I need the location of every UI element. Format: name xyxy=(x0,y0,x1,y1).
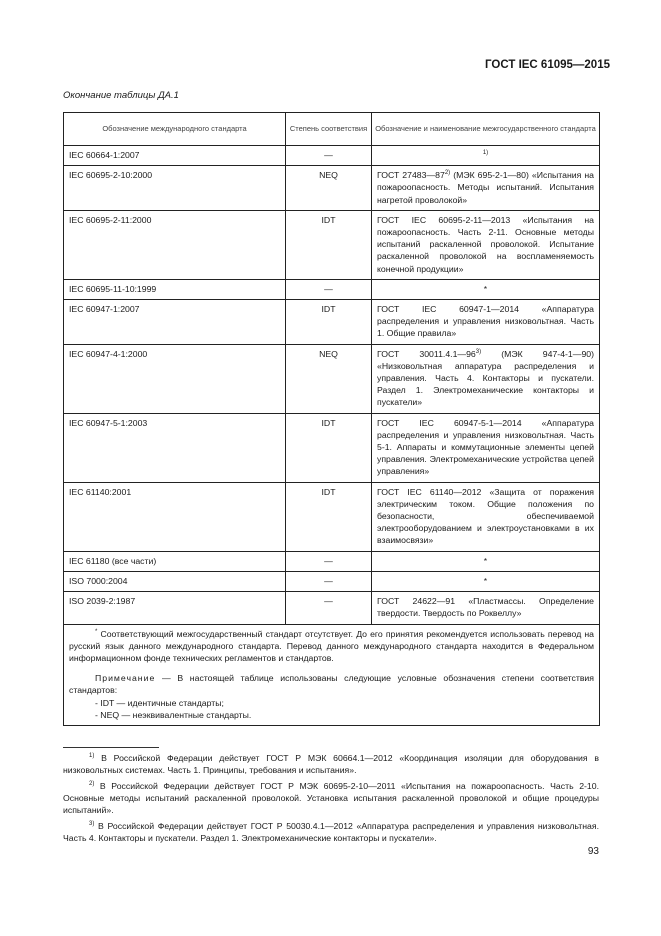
international-standard-cell: IEC 60664-1:2007 xyxy=(64,146,286,166)
table-row xyxy=(64,210,600,279)
international-standard-cell: IEC 60947-1:2007 xyxy=(64,300,286,345)
footnotes xyxy=(63,752,599,848)
table-notes-row xyxy=(64,624,600,725)
table-row xyxy=(64,300,600,345)
table-row xyxy=(64,146,600,166)
interstate-standard-cell: ГОСТ 24622—91 «Пластмассы. Определение твердости. Твердость по Роквеллу» xyxy=(372,592,600,624)
footnote-text: В Российской Федерации действует ГОСТ Р МЭК 60695-2-10—2011 «Испытания на пожароопасность. Часть 2-10. Основные методы испытаний раскаленной проволокой. Установка испытания раскаленной проволокой и общие процедуры испытаний». xyxy=(63,781,599,815)
interstate-standard-cell: ГОСТ IEC 60947-1—2014 «Аппаратура распределения и управления низковольтная. Часть 1. Общие правила» xyxy=(372,300,600,345)
footnote-separator xyxy=(63,747,159,748)
conformity-degree-cell: IDT xyxy=(286,482,372,551)
international-standard-cell: ISO 7000:2004 xyxy=(64,571,286,591)
table-row xyxy=(64,592,600,624)
legend-neq: - NEQ — неэквивалентные стандарты. xyxy=(95,709,252,720)
footnote-3 xyxy=(63,820,599,844)
interstate-standard-cell xyxy=(372,146,600,166)
page-number: 93 xyxy=(587,846,599,857)
primechanie-label: Примечание xyxy=(95,673,156,684)
footnote-ref: 2) xyxy=(444,170,451,177)
international-standard-cell: IEC 60947-4-1:2000 xyxy=(64,344,286,413)
header-interstate-standard: Обозначение и наименование межгосударственного стандарта xyxy=(372,113,600,146)
conformity-degree-cell: — xyxy=(286,146,372,166)
interstate-standard-cell xyxy=(372,166,600,211)
conformity-degree-cell: IDT xyxy=(286,300,372,345)
conformity-degree-cell: NEQ xyxy=(286,166,372,211)
interstate-standard-cell: ГОСТ IEC 61140—2012 «Защита от поражения электрическим током. Общие положения по безопасности, обеспечиваемой электрооборудованием и электроустановками в их взаимосвязи» xyxy=(372,482,600,551)
standard-code: ГОСТ 27483—87 xyxy=(377,170,445,181)
interstate-standard-cell: * xyxy=(372,571,600,591)
interstate-standard-cell xyxy=(372,344,600,413)
header-conformity-degree: Степень соответствия xyxy=(286,113,372,146)
international-standard-cell: IEC 60947-5-1:2003 xyxy=(64,413,286,482)
interstate-standard-cell: ГОСТ IEC 60695-2-11—2013 «Испытания на пожароопасность. Часть 2-11. Основные методы испытаний раскаленной проволокой. Испытание раскаленной проволокой на воспламеняемость конечной продукции» xyxy=(372,210,600,279)
document-header: ГОСТ IEC 61095—2015 xyxy=(485,59,610,71)
footnote-mark: 2) xyxy=(89,781,95,787)
conformity-degree-cell: NEQ xyxy=(286,344,372,413)
footnote-1 xyxy=(63,752,599,776)
footnote-mark: 3) xyxy=(89,821,95,827)
table-header-row xyxy=(64,113,600,146)
interstate-standard-cell: * xyxy=(372,551,600,571)
asterisk-note-text: Соответствующий межгосударственный стандарт отсутствует. До его принятия рекомендуется использовать перевод на русский язык данного международного стандарта. Перевод данного международного стандарта находится в Федеральном информационном фонде технических регламентов и стандартов. xyxy=(69,628,594,663)
international-standard-cell: IEC 60695-2-10:2000 xyxy=(64,166,286,211)
table-row xyxy=(64,413,600,482)
conformity-degree-cell: IDT xyxy=(286,413,372,482)
conformity-degree-cell: — xyxy=(286,592,372,624)
footnote-mark: 1) xyxy=(89,753,95,759)
conformity-degree-cell: — xyxy=(286,279,372,299)
header-international-standard: Обозначение международного стандарта xyxy=(64,113,286,146)
legend-idt: - IDT — идентичные стандарты; xyxy=(95,697,224,708)
conformity-degree-cell: IDT xyxy=(286,210,372,279)
conformity-degree-cell: — xyxy=(286,571,372,591)
conformity-degree-cell: — xyxy=(286,551,372,571)
international-standard-cell: IEC 61180 (все части) xyxy=(64,551,286,571)
footnote-ref: 3) xyxy=(475,348,482,355)
standard-title: (МЭК 695-2-1—80) «Испытания на пожароопасность. Методы испытаний. Испытания нагретой проволокой» xyxy=(377,170,594,205)
correspondence-table xyxy=(63,112,600,726)
interstate-standard-cell: * xyxy=(372,279,600,299)
table-row xyxy=(64,344,600,413)
standard-code: ГОСТ 30011.4.1—96 xyxy=(377,348,476,359)
footnote-text: В Российской Федерации действует ГОСТ Р МЭК 60664.1—2012 «Координация изоляции для оборудования в низковольтных системах. Часть 1. Принципы, требования и испытания». xyxy=(63,753,599,775)
table-row xyxy=(64,551,600,571)
asterisk-mark: * xyxy=(95,628,98,635)
primechanie-note xyxy=(69,672,594,696)
international-standard-cell: IEC 60695-2-11:2000 xyxy=(64,210,286,279)
international-standard-cell: IEC 61140:2001 xyxy=(64,482,286,551)
footnote-ref: 1) xyxy=(482,150,489,156)
asterisk-note xyxy=(69,628,594,665)
primechanie-text: — В настоящей таблице использованы следующие условные обозначения степени соответствия стандартов: xyxy=(69,673,594,696)
interstate-standard-cell: ГОСТ IEC 60947-5-1—2014 «Аппаратура распределения и управления низковольтная. Часть 5-1. Аппараты и коммутационные элементы цепей управления. Электромеханические устройства цепей управления» xyxy=(372,413,600,482)
table-row xyxy=(64,571,600,591)
international-standard-cell: ISO 2039-2:1987 xyxy=(64,592,286,624)
table-row xyxy=(64,279,600,299)
table-row xyxy=(64,482,600,551)
footnote-2 xyxy=(63,780,599,816)
standard-title: (МЭК 947-4-1—90) «Низковольтная аппаратура распределения и управления. Часть 4. Контакторы и пускатели. Раздел 1. Электромеханические контакторы и пускатели» xyxy=(377,348,594,408)
table-caption: Окончание таблицы ДА.1 xyxy=(63,90,179,101)
international-standard-cell: IEC 60695-11-10:1999 xyxy=(64,279,286,299)
table-row xyxy=(64,166,600,211)
table-notes xyxy=(64,624,600,725)
footnote-text: В Российской Федерации действует ГОСТ Р 50030.4.1—2012 «Аппаратура распределения и управления низковольтная. Часть 4. Контакторы и пускатели. Раздел 1. Электромеханические контакторы и пускатели». xyxy=(63,821,599,843)
